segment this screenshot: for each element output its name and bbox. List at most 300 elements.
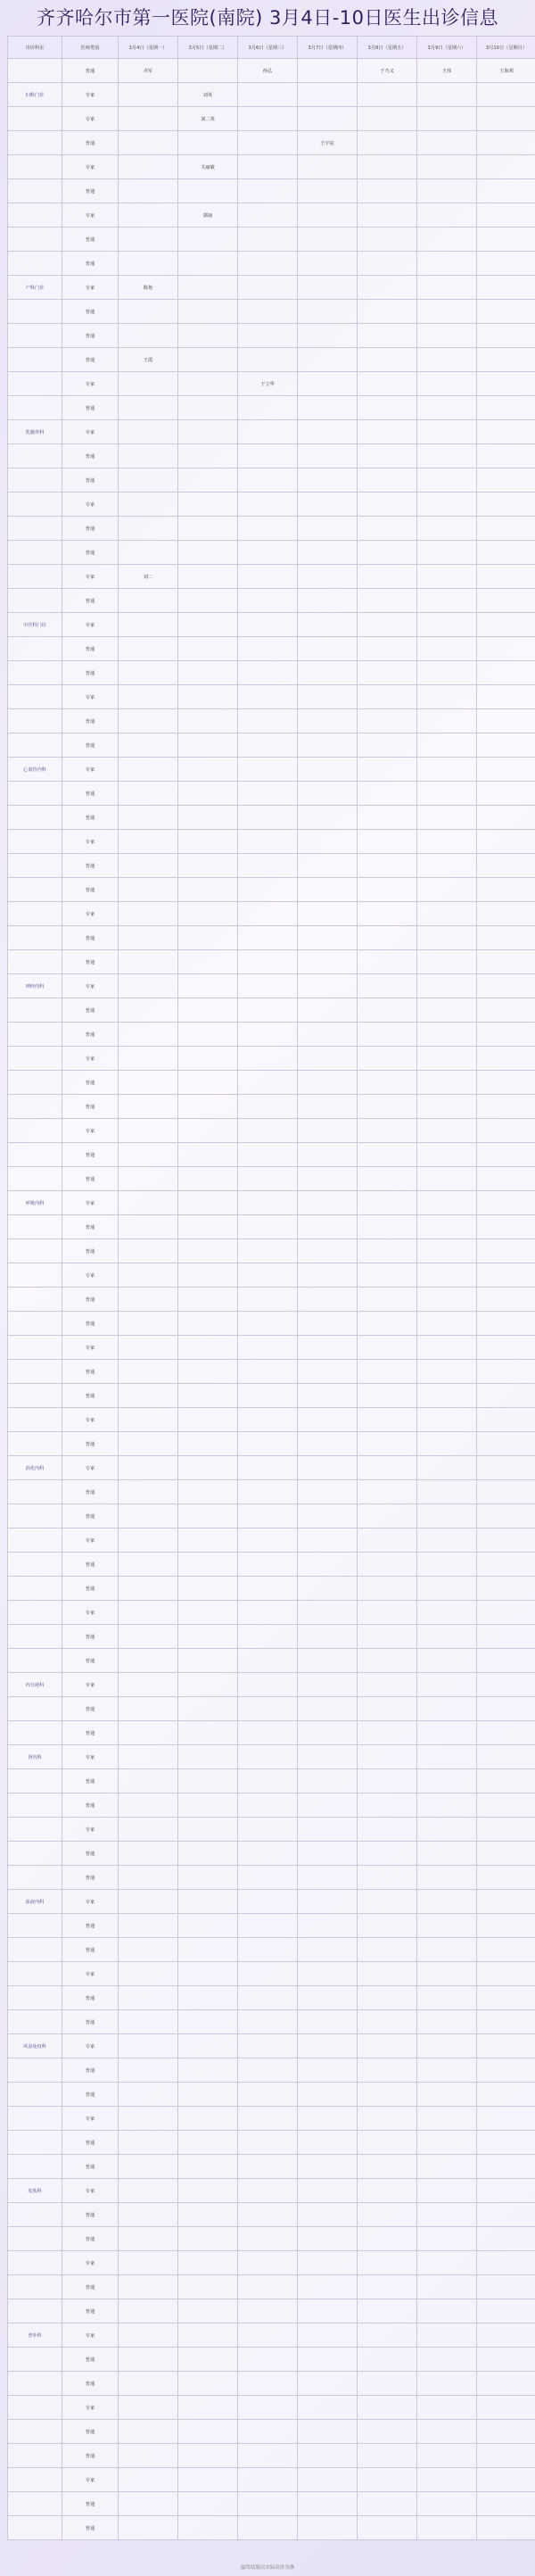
doctor-cell <box>358 1167 417 1191</box>
doctor-cell <box>178 131 238 155</box>
doctor-cell <box>417 493 477 517</box>
doctor-cell <box>119 2468 178 2492</box>
doctor-cell <box>358 468 417 493</box>
physician-type-cell: 普通 <box>62 854 119 878</box>
department-cell: 乳腺外科 <box>8 420 62 444</box>
doctor-cell <box>477 1239 535 1263</box>
doctor-cell <box>477 1625 535 1649</box>
physician-type-cell: 专家 <box>62 83 119 107</box>
department-cell <box>8 348 62 372</box>
department-cell <box>8 1095 62 1119</box>
doctor-cell <box>477 637 535 661</box>
doctor-cell <box>298 2492 358 2516</box>
doctor-cell <box>178 2468 238 2492</box>
table-row <box>8 2516 535 2540</box>
department-cell: 中医科门诊 <box>8 613 62 637</box>
doctor-cell <box>477 1119 535 1143</box>
doctor-cell <box>417 661 477 685</box>
doctor-cell: 于乃义 <box>358 59 417 83</box>
doctor-cell <box>238 1480 298 1504</box>
physician-type-cell: 普通 <box>62 2227 119 2251</box>
physician-type-cell: 普通 <box>62 1071 119 1095</box>
department-cell <box>8 1408 62 1432</box>
doctor-cell <box>119 1866 178 1890</box>
physician-type-cell: 专家 <box>62 1456 119 1480</box>
doctor-cell <box>358 1914 417 1938</box>
doctor-cell <box>358 998 417 1023</box>
table-row <box>8 685 535 709</box>
table-row <box>8 1047 535 1071</box>
doctor-cell <box>178 1504 238 1528</box>
doctor-cell <box>178 252 238 276</box>
department-cell <box>8 228 62 252</box>
doctor-cell <box>178 2131 238 2155</box>
doctor-cell <box>119 228 178 252</box>
doctor-cell <box>298 83 358 107</box>
doctor-cell <box>417 1842 477 1866</box>
doctor-cell <box>358 2323 417 2348</box>
doctor-cell <box>119 1143 178 1167</box>
doctor-cell <box>298 637 358 661</box>
department-cell <box>8 1047 62 1071</box>
doctor-cell <box>178 541 238 565</box>
doctor-cell <box>238 950 298 974</box>
doctor-cell <box>238 2107 298 2131</box>
doctor-cell <box>358 1745 417 1769</box>
footer-note: 最终结果以实际出诊为准 <box>240 2565 295 2571</box>
doctor-cell <box>417 2034 477 2058</box>
doctor-cell <box>178 372 238 396</box>
doctor-cell <box>178 2203 238 2227</box>
doctor-cell <box>119 1962 178 1986</box>
physician-type-cell: 普通 <box>62 1986 119 2010</box>
doctor-cell <box>417 1721 477 1745</box>
table-row <box>8 2396 535 2420</box>
doctor-cell <box>477 758 535 782</box>
doctor-cell <box>178 1625 238 1649</box>
doctor-cell <box>358 131 417 155</box>
doctor-cell <box>178 2420 238 2444</box>
doctor-cell <box>238 2010 298 2034</box>
doctor-cell <box>477 131 535 155</box>
doctor-cell <box>358 806 417 830</box>
doctor-cell <box>417 1023 477 1047</box>
doctor-cell <box>477 2251 535 2275</box>
physician-type-cell: 普通 <box>62 1167 119 1191</box>
doctor-cell <box>358 1721 417 1745</box>
department-cell <box>8 2420 62 2444</box>
table-row <box>8 1456 535 1480</box>
physician-type-cell: 普通 <box>62 1023 119 1047</box>
department-cell <box>8 517 62 541</box>
doctor-cell <box>358 1432 417 1456</box>
physician-type-cell: 专家 <box>62 1336 119 1360</box>
table-row <box>8 1167 535 1191</box>
doctor-cell <box>417 1071 477 1095</box>
table-row <box>8 854 535 878</box>
doctor-cell <box>238 2227 298 2251</box>
doctor-cell <box>178 806 238 830</box>
doctor-cell <box>178 1336 238 1360</box>
physician-type-cell: 普通 <box>62 2420 119 2444</box>
doctor-cell <box>477 541 535 565</box>
doctor-cell <box>298 1528 358 1553</box>
table-row <box>8 2083 535 2107</box>
physician-type-cell: 专家 <box>62 1119 119 1143</box>
physician-type-cell: 普通 <box>62 2516 119 2540</box>
doctor-cell <box>417 541 477 565</box>
doctor-cell <box>178 1312 238 1336</box>
doctor-cell <box>477 1071 535 1095</box>
doctor-cell <box>119 203 178 228</box>
doctor-cell <box>417 1480 477 1504</box>
doctor-cell <box>119 396 178 420</box>
doctor-cell <box>417 1312 477 1336</box>
department-cell <box>8 2468 62 2492</box>
table-row <box>8 59 535 83</box>
doctor-cell <box>358 252 417 276</box>
doctor-cell <box>238 661 298 685</box>
doctor-cell <box>298 1986 358 2010</box>
table-row <box>8 1649 535 1673</box>
table-row <box>8 1842 535 1866</box>
doctor-cell <box>178 1119 238 1143</box>
doctor-cell <box>358 300 417 324</box>
doctor-cell <box>178 974 238 998</box>
department-cell <box>8 661 62 685</box>
doctor-cell <box>477 733 535 758</box>
department-cell <box>8 1288 62 1312</box>
physician-type-cell: 普通 <box>62 998 119 1023</box>
doctor-cell <box>178 348 238 372</box>
doctor-cell <box>178 1697 238 1721</box>
doctor-cell <box>238 252 298 276</box>
table-row <box>8 2227 535 2251</box>
doctor-cell <box>119 661 178 685</box>
doctor-cell <box>358 396 417 420</box>
doctor-cell <box>119 468 178 493</box>
doctor-cell <box>298 1432 358 1456</box>
doctor-cell <box>358 1336 417 1360</box>
doctor-cell <box>358 1577 417 1601</box>
doctor-cell <box>417 565 477 589</box>
doctor-cell <box>298 613 358 637</box>
doctor-cell <box>358 1986 417 2010</box>
doctor-cell <box>298 661 358 685</box>
physician-type-cell: 普通 <box>62 1504 119 1528</box>
department-cell <box>8 830 62 854</box>
table-row <box>8 324 535 348</box>
department-cell <box>8 2516 62 2540</box>
doctor-cell <box>178 565 238 589</box>
department-cell <box>8 637 62 661</box>
doctor-cell <box>298 2083 358 2107</box>
table-row <box>8 926 535 950</box>
table-row <box>8 1673 535 1697</box>
doctor-cell <box>417 806 477 830</box>
table-row <box>8 2420 535 2444</box>
column-header: 3月5日（星期二） <box>178 37 238 59</box>
doctor-cell <box>358 830 417 854</box>
department-cell <box>8 2372 62 2396</box>
physician-type-cell: 普通 <box>62 228 119 252</box>
physician-type-cell: 普通 <box>62 396 119 420</box>
doctor-cell <box>298 1480 358 1504</box>
doctor-cell <box>298 830 358 854</box>
doctor-cell <box>298 107 358 131</box>
schedule-table <box>7 36 535 2540</box>
department-cell <box>8 685 62 709</box>
doctor-cell <box>477 179 535 203</box>
doctor-cell <box>298 1456 358 1480</box>
doctor-cell <box>238 203 298 228</box>
physician-type-cell: 专家 <box>62 2396 119 2420</box>
physician-type-cell: 普通 <box>62 2348 119 2372</box>
doctor-cell <box>238 1745 298 1769</box>
table-row <box>8 878 535 902</box>
department-cell <box>8 1721 62 1745</box>
doctor-cell <box>417 2227 477 2251</box>
doctor-cell <box>178 1528 238 1553</box>
doctor-cell <box>178 1384 238 1408</box>
department-cell <box>8 926 62 950</box>
doctor-cell <box>238 1842 298 1866</box>
table-row <box>8 2251 535 2275</box>
doctor-cell <box>119 1408 178 1432</box>
doctor-cell <box>417 1408 477 1432</box>
doctor-cell <box>298 926 358 950</box>
doctor-cell <box>358 348 417 372</box>
table-row <box>8 1143 535 1167</box>
doctor-cell <box>298 2179 358 2203</box>
department-cell <box>8 806 62 830</box>
department-cell <box>8 902 62 926</box>
doctor-cell <box>298 2010 358 2034</box>
doctor-cell <box>178 1480 238 1504</box>
doctor-cell <box>178 613 238 637</box>
doctor-cell <box>119 1986 178 2010</box>
department-cell <box>8 854 62 878</box>
department-cell <box>8 2131 62 2155</box>
doctor-cell <box>298 1890 358 1914</box>
doctor-cell <box>178 1432 238 1456</box>
physician-type-cell: 专家 <box>62 1818 119 1842</box>
doctor-cell <box>477 1456 535 1480</box>
doctor-cell <box>119 541 178 565</box>
doctor-cell <box>178 2396 238 2420</box>
column-header: 3月8日（星期五） <box>358 37 417 59</box>
doctor-cell <box>119 1649 178 1673</box>
doctor-cell <box>238 1818 298 1842</box>
doctor-cell <box>358 2227 417 2251</box>
doctor-cell <box>477 420 535 444</box>
table-row <box>8 565 535 589</box>
department-cell <box>8 1528 62 1553</box>
table-row <box>8 1818 535 1842</box>
doctor-cell <box>298 1336 358 1360</box>
doctor-cell <box>358 1962 417 1986</box>
table-row <box>8 83 535 107</box>
doctor-cell <box>477 517 535 541</box>
table-row <box>8 1480 535 1504</box>
table-row <box>8 107 535 131</box>
doctor-cell <box>298 1288 358 1312</box>
table-row <box>8 1577 535 1601</box>
doctor-cell <box>417 2107 477 2131</box>
doctor-cell <box>298 1866 358 1890</box>
table-row <box>8 1312 535 1336</box>
doctor-cell <box>358 1842 417 1866</box>
column-header: 医师类别 <box>62 37 119 59</box>
table-row <box>8 709 535 733</box>
header-row <box>8 37 535 59</box>
doctor-cell <box>238 878 298 902</box>
physician-type-cell: 普通 <box>62 637 119 661</box>
doctor-cell <box>238 1553 298 1577</box>
doctor-cell <box>477 2203 535 2227</box>
doctor-cell <box>238 1938 298 1962</box>
doctor-cell <box>417 1360 477 1384</box>
physician-type-cell: 普通 <box>62 324 119 348</box>
physician-type-cell: 普通 <box>62 2203 119 2227</box>
doctor-cell <box>298 2227 358 2251</box>
physician-type-cell: 普通 <box>62 517 119 541</box>
department-cell <box>8 1480 62 1504</box>
table-row <box>8 131 535 155</box>
doctor-cell <box>298 2372 358 2396</box>
physician-type-cell: 普通 <box>62 1866 119 1890</box>
doctor-cell <box>298 733 358 758</box>
table-row <box>8 2323 535 2348</box>
table-row <box>8 1336 535 1360</box>
physician-type-cell: 专家 <box>62 565 119 589</box>
doctor-cell <box>358 878 417 902</box>
doctor-cell <box>238 1769 298 1793</box>
doctor-cell <box>417 1962 477 1986</box>
doctor-cell <box>298 1119 358 1143</box>
doctor-cell <box>298 179 358 203</box>
doctor-cell <box>178 1360 238 1384</box>
doctor-cell: 王伟 <box>417 59 477 83</box>
physician-type-cell: 普通 <box>62 1312 119 1336</box>
doctor-cell <box>238 155 298 179</box>
table-row <box>8 493 535 517</box>
doctor-cell <box>417 203 477 228</box>
doctor-cell <box>119 2275 178 2299</box>
doctor-cell <box>477 1649 535 1673</box>
department-cell <box>8 1818 62 1842</box>
department-cell <box>8 2396 62 2420</box>
department-cell: 肾内科 <box>8 1745 62 1769</box>
department-cell <box>8 155 62 179</box>
physician-type-cell: 普通 <box>62 2058 119 2083</box>
department-cell <box>8 1239 62 1263</box>
doctor-cell <box>417 926 477 950</box>
table-row <box>8 1553 535 1577</box>
table-row <box>8 1239 535 1263</box>
doctor-cell <box>477 155 535 179</box>
doctor-cell <box>477 1697 535 1721</box>
physician-type-cell: 专家 <box>62 203 119 228</box>
doctor-cell <box>298 2348 358 2372</box>
table-row <box>8 2058 535 2083</box>
doctor-cell <box>119 974 178 998</box>
doctor-cell <box>119 1119 178 1143</box>
doctor-cell <box>238 420 298 444</box>
doctor-cell <box>298 1962 358 1986</box>
doctor-cell <box>178 1769 238 1793</box>
column-header: 3月4日（星期一） <box>119 37 178 59</box>
doctor-cell <box>119 2203 178 2227</box>
doctor-cell <box>417 637 477 661</box>
physician-type-cell: 普通 <box>62 1384 119 1408</box>
doctor-cell <box>238 758 298 782</box>
doctor-cell <box>119 1938 178 1962</box>
doctor-cell <box>358 758 417 782</box>
doctor-cell <box>358 1143 417 1167</box>
table-row <box>8 179 535 203</box>
doctor-cell <box>119 2155 178 2179</box>
doctor-cell <box>238 1263 298 1288</box>
doctor-cell <box>298 252 358 276</box>
doctor-cell <box>477 1432 535 1456</box>
doctor-cell <box>298 1842 358 1866</box>
doctor-cell <box>119 83 178 107</box>
doctor-cell <box>119 2179 178 2203</box>
doctor-cell <box>298 2251 358 2275</box>
doctor-cell <box>477 1312 535 1336</box>
doctor-cell <box>119 1432 178 1456</box>
doctor-cell <box>358 1625 417 1649</box>
department-cell <box>8 59 62 83</box>
doctor-cell <box>358 709 417 733</box>
doctor-cell <box>298 2275 358 2299</box>
doctor-cell <box>477 1023 535 1047</box>
doctor-cell <box>417 1336 477 1360</box>
physician-type-cell: 专家 <box>62 902 119 926</box>
doctor-cell <box>119 2131 178 2155</box>
doctor-cell <box>298 541 358 565</box>
doctor-cell <box>417 276 477 300</box>
doctor-cell <box>178 1649 238 1673</box>
doctor-cell <box>477 1384 535 1408</box>
doctor-cell <box>417 1432 477 1456</box>
department-cell <box>8 733 62 758</box>
doctor-cell <box>358 2107 417 2131</box>
doctor-cell <box>178 1577 238 1601</box>
doctor-cell <box>178 1962 238 1986</box>
doctor-cell <box>298 950 358 974</box>
doctor-cell <box>178 950 238 974</box>
doctor-cell <box>119 589 178 613</box>
doctor-cell <box>417 998 477 1023</box>
physician-type-cell: 专家 <box>62 420 119 444</box>
doctor-cell <box>178 396 238 420</box>
doctor-cell <box>119 420 178 444</box>
doctor-cell <box>238 782 298 806</box>
doctor-cell <box>417 758 477 782</box>
physician-type-cell: 普通 <box>62 733 119 758</box>
doctor-cell <box>417 444 477 468</box>
doctor-cell <box>298 348 358 372</box>
doctor-cell <box>477 1528 535 1553</box>
doctor-cell <box>238 2083 298 2107</box>
doctor-cell <box>417 228 477 252</box>
doctor-cell <box>238 2203 298 2227</box>
doctor-cell <box>119 2372 178 2396</box>
table-row <box>8 1119 535 1143</box>
doctor-cell <box>298 1938 358 1962</box>
